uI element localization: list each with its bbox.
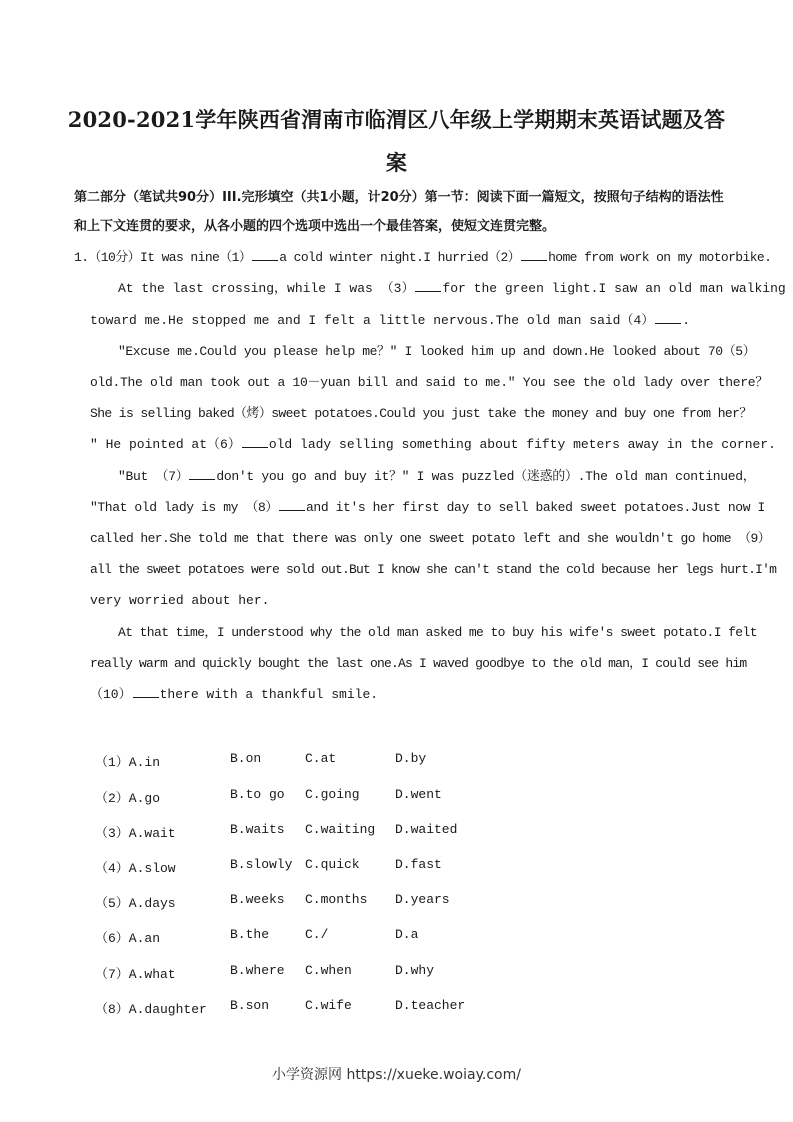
blank-4 [655,310,681,324]
passage-line: called her.She told me that there was only one sweet potato left and she wouldn't go home （9） [90,531,771,546]
blank-3 [415,278,441,292]
passage-text: toward me.He stopped me and I felt a little nervous.The old man said（4） [90,313,655,328]
document-title [60,98,733,184]
option-d: D.fast [395,857,442,872]
option-d: D.a [395,927,419,942]
option-d: D.waited [395,822,458,837]
passage-line [118,461,755,492]
option-b: B.son [230,998,270,1013]
option-a: （5）A.days [95,896,176,911]
option-c: C.months [305,892,368,907]
passage-text: . [682,313,691,328]
option-b: B.slowly [230,857,293,872]
passage-text: 1.（10分）It was nine（1） [74,250,252,265]
option-b: B.on [230,751,262,766]
title-line-2: 案 [385,150,408,175]
option-c: C.at [305,751,337,766]
option-b: B.waits [230,822,285,837]
blank-8 [279,497,305,511]
passage-text: and it's her first day to sell baked sweet potatoes.Just now I [306,500,765,515]
option-c: C.when [305,963,352,978]
blank-2 [521,247,547,261]
passage-text: （10） [90,687,132,702]
blank-10 [133,684,159,698]
passage-text: "That old lady is my （8） [90,500,279,515]
blank-6 [242,434,268,448]
option-d: D.went [395,787,442,802]
passage-line: At that time，I understood why the old man asked me to buy his wife's sweet potato.I felt [118,625,757,640]
option-b: B.where [230,963,285,978]
blank-1 [252,247,278,261]
passage-text: there with a thankful smile. [159,687,379,702]
passage-text: for the green light.I saw an old man walking [442,281,786,296]
option-a: （4）A.slow [95,861,176,876]
passage-text: At the last crossing，while I was （3） [118,281,415,296]
option-c: C./ [305,927,329,942]
option-d: D.teacher [395,998,466,1013]
passage-text: old lady selling something about fifty meters away in the corner. [268,437,776,452]
option-a: （1）A.in [95,755,161,770]
option-b: B.the [230,927,270,942]
passage-line [90,679,378,710]
blank-7 [189,466,215,480]
passage-line [90,305,690,336]
option-a: （2）A.go [95,791,161,806]
option-c: C.wife [305,998,352,1013]
passage-text: a cold winter night.I hurried（2） [279,250,521,265]
passage-line [74,242,772,273]
passage-line [90,492,765,523]
passage-line: She is selling baked（烤）sweet potatoes.Could you just take the money and buy one from her？ [90,406,752,421]
passage-line: all the sweet potatoes were sold out.But I know she can't stand the cold because her legs hurt.I'm [90,562,777,577]
option-b: B.to go [230,787,285,802]
option-c: C.quick [305,857,360,872]
title-line-1: 2020-2021学年陕西省渭南市临渭区八年级上学期期末英语试题及答 [67,107,726,132]
option-c: C.waiting [305,822,376,837]
passage-line: old.The old man took out a 10－yuan bill and said to me." You see the old lady over there？ [90,375,769,390]
option-a: （6）A.an [95,931,161,946]
passage-text: home from work on my motorbike. [548,250,772,265]
passage-line [118,273,786,304]
passage-line [90,429,776,460]
option-a: （7）A.what [95,967,176,982]
page-footer: 小学资源网 https://xueke.woiay.com/ [272,1067,521,1083]
option-d: D.years [395,892,450,907]
passage-line: "Excuse me.Could you please help me？" I looked him up and down.He looked about 70（5） [118,344,756,359]
section-header: 第二部分（笔试共90分）III.完形填空（共1小题，计20分）第一节：阅读下面一篇短文，按照句子结构的语法性和上下文连贯的要求，从各小题的四个选项中选出一个最佳答案，使短文连贯完整。 [74,190,724,234]
option-b: B.weeks [230,892,285,907]
option-c: C.going [305,787,360,802]
passage-line: really warm and quickly bought the last one.As I waved goodbye to the old man，I could see him [90,656,747,671]
option-a: （8）A.daughter [95,1002,207,1017]
option-d: D.why [395,963,435,978]
passage-text: don't you go and buy it？" I was puzzled（迷惑的）.The old man continued， [216,469,756,484]
passage-line: very worried about her. [90,593,270,608]
option-a: （3）A.wait [95,826,176,841]
passage-text: " He pointed at（6） [90,437,241,452]
option-d: D.by [395,751,427,766]
passage-text: "But （7） [118,469,189,484]
